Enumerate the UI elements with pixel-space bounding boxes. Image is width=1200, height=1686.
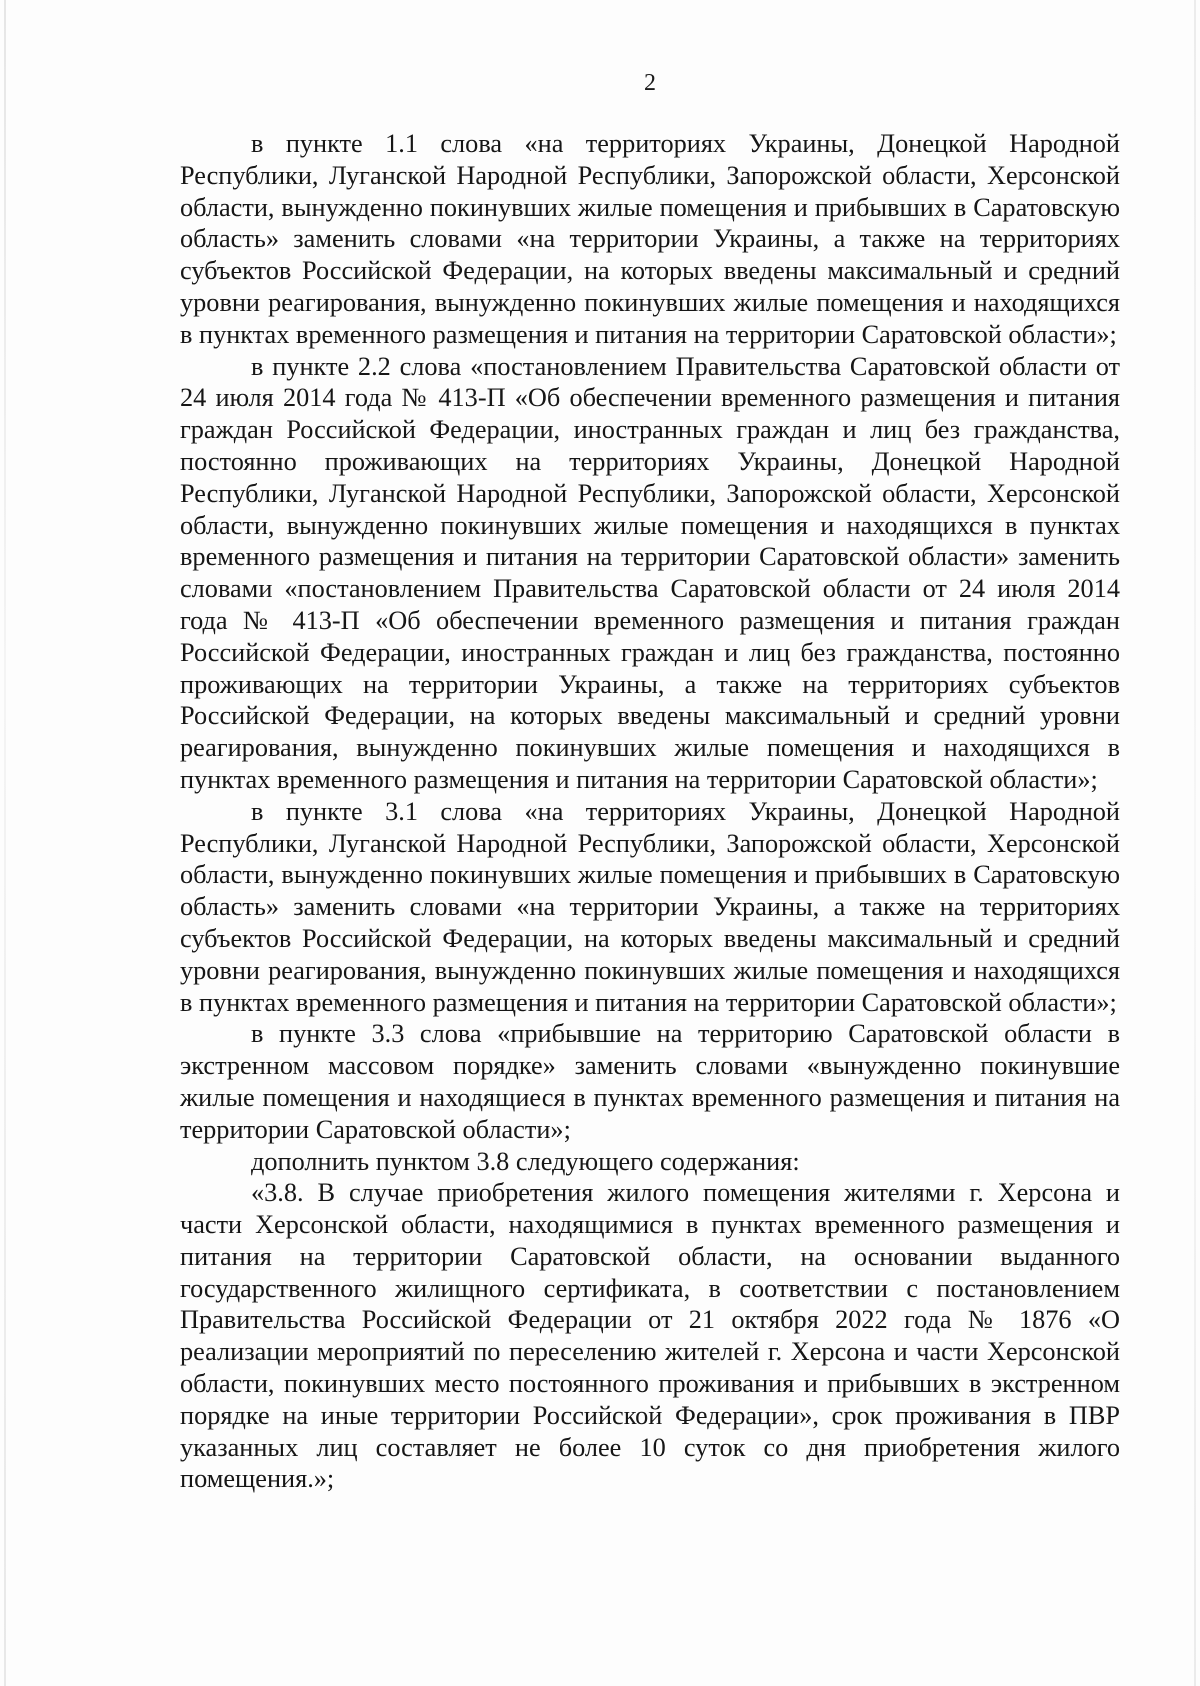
paragraph-clause-2-2: в пункте 2.2 слова «постановлением Правительства Саратовской области от 24 июля 2014 года № 413-П «Об обеспечении временного размещения и питания граждан Российской Федерации, иностранных граждан и лиц без гражданства, постоянно проживающих на территориях Украины, Донецкой Народной Республики, Луганской Народной Республики, Запорожской области, Херсонской области, вынужденно покинувших жилые помещения и находящихся в пунктах временного размещения и питания на территории Саратовской области» заменить словами «постановлением Правительства Саратовской области от 24 июля 2014 года № 413-П «Об обеспечении временного размещения и питания граждан Российской Федерации, иностранных граждан и лиц без гражданства, постоянно проживающих на территории Украины, а также на территориях субъектов Российской Федерации, на которых введены максимальный и средний уровни реагирования, вынужденно покинувших жилые помещения и находящихся в пунктах временного размещения и питания на территории Саратовской области»; [180, 351, 1120, 794]
page-number: 2 [644, 70, 656, 96]
paragraph-clause-3-1: в пункте 3.1 слова «на территориях Украины, Донецкой Народной Республики, Луганской Народной Республики, Запорожской области, Херсонской области, вынужденно покинувших жилые помещения и прибывших в Саратовскую область» заменить словами «на территории Украины, а также на территориях субъектов Российской Федерации, на которых введены максимальный и средний уровни реагирования, вынужденно покинувших жилые помещения и находящихся в пунктах временного размещения и питания на территории Саратовской области»; [180, 796, 1120, 1017]
scan-right-edge [1194, 0, 1196, 1686]
scan-left-edge [4, 0, 6, 1686]
paragraph-clause-1-1: в пункте 1.1 слова «на территориях Украины, Донецкой Народной Республики, Луганской Народной Республики, Запорожской области, Херсонской области, вынужденно покинувших жилые помещения и прибывших в Саратовскую область» заменить словами «на территории Украины, а также на территориях субъектов Российской Федерации, на которых введены максимальный и средний уровни реагирования, вынужденно покинувших жилые помещения и находящихся в пунктах временного размещения и питания на территории Саратовской области»; [180, 129, 1120, 349]
paragraph-add-clause-3-8: дополнить пунктом 3.8 следующего содержания: [251, 1146, 800, 1176]
document-body [180, 128, 1120, 1495]
paragraph-clause-3-8-text: «3.8. В случае приобретения жилого помещения жителями г. Херсона и части Херсонской области, находящимися в пунктах временного размещения и питания на территории Саратовской области, на основании выданного государственного жилищного сертификата, в соответствии с постановлением Правительства Российской Федерации от 21 октября 2022 года № 1876 «О реализации мероприятий по переселению жителей г. Херсона и части Херсонской области, покинувших место постоянного проживания и прибывших в экстренном порядке на иные территории Российской Федерации», срок проживания в ПВР указанных лиц составляет не более 10 суток со дня приобретения жилого помещения.»; [180, 1178, 1120, 1494]
paragraph-clause-3-3: в пункте 3.3 слова «прибывшие на территорию Саратовской области в экстренном массовом порядке» заменить словами «вынужденно покинувшие жилые помещения и находящиеся в пунктах временного размещения и питания на территории Саратовской области»; [180, 1019, 1120, 1144]
